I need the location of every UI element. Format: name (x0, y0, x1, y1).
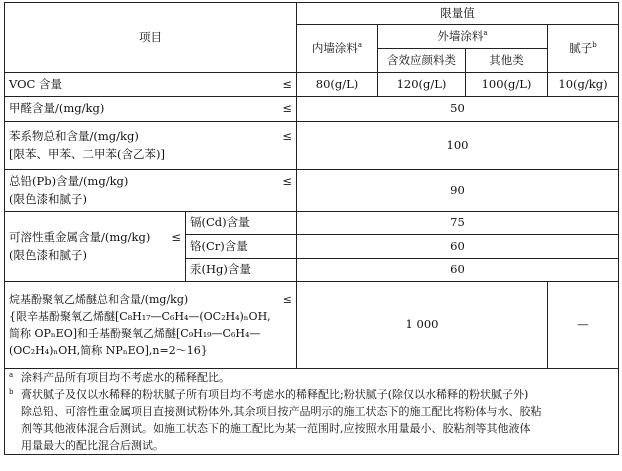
note-b-line2: 除总铅、可溶性重金属项目直接测试粉体外,其余项目按产品明示的施工状态下的施工配比将粉体与水、胶粘 (21, 405, 542, 419)
limits-table (4, 2, 619, 455)
heavy-cr-value: 60 (297, 235, 619, 259)
row-benzene (5, 122, 619, 170)
row-ape (5, 282, 619, 369)
row-lead (5, 170, 619, 212)
heavy-cd-value: 75 (297, 212, 619, 235)
heavy-cr-label: 铬(Cr)含量 (186, 235, 297, 259)
ape-value: 1 000 (297, 282, 548, 369)
lead-value: 90 (297, 170, 619, 212)
row-formaldehyde (5, 97, 619, 122)
formaldehyde-value: 50 (297, 97, 619, 122)
heavy-label-cell: 可溶性重金属含量/(mg/kg) ≤ (限色漆和腻子) (5, 212, 186, 282)
benzene-label-cell: 苯系物总和含量/(mg/kg) ≤ [限苯、甲苯、二甲苯(含乙苯)] (5, 122, 297, 170)
heavy-hg-label: 汞(Hg)含量 (186, 259, 297, 282)
note-b-line3: 剂等其他液体混合后测试。如施工状态下的施工配比为某一范围时,应按照水用量最小、胶粘剂等其他液体 (21, 422, 531, 436)
header-exterior: 外墙涂料$^a$ (378, 25, 548, 49)
notes-row (5, 369, 619, 455)
ape-label-cell: 烷基酚聚氧乙烯醚总和含量/(mg/kg) ≤ {限辛基酚聚氧乙烯醚[C₈H₁₇—C₆H₄—(OC₂H₄)ₙOH, 简称 OPₙEO]和壬基酚聚氧乙烯醚[C₉H₁₉—C₆H₄— (OC₂H₄)ₙOH,简称 NPₙEO],n=2～16} (5, 282, 297, 369)
benzene-value: 100 (297, 122, 619, 170)
formaldehyde-label-cell: 甲醛含量/(mg/kg) ≤ (5, 97, 297, 122)
header-interior: 内墙涂料$^a$ (297, 25, 378, 73)
heavy-hg-value: 60 (297, 259, 619, 282)
notes-cell (5, 369, 619, 455)
ape-putty: — (548, 282, 619, 369)
note-b-line4: 用量最大的配比混合后测试。 (21, 439, 164, 453)
voc-label-cell: VOC 含量 ≤ (5, 73, 297, 97)
header-limit: 限量值 (297, 3, 619, 25)
voc-ext-other: 100(g/L) (466, 73, 548, 97)
header-putty: 腻子$^b$ (548, 25, 619, 73)
voc-interior: 80(g/L) (297, 73, 378, 97)
voc-ext-effect: 120(g/L) (378, 73, 466, 97)
row-voc (5, 73, 619, 97)
header-ext-other: 其他类 (466, 49, 548, 73)
note-b: b 膏状腻子及仅以水稀释的粉状腻子所有项目均不考虑水的稀释配比;粉状腻子(除仅以水稀释的粉状腻子外) (9, 388, 529, 402)
heavy-cd-label: 镉(Cd)含量 (186, 212, 297, 235)
voc-putty: 10(g/kg) (548, 73, 619, 97)
header-ext-effect: 含效应颜料类 (378, 49, 466, 73)
header-item: 项目 (5, 3, 297, 73)
row-heavy-cd (5, 212, 619, 235)
lead-label-cell: 总铅(Pb)含量/(mg/kg) ≤ (限色漆和腻子) (5, 170, 297, 212)
note-a: a 涂料产品所有项目均不考虑水的稀释配比。 (9, 371, 230, 384)
